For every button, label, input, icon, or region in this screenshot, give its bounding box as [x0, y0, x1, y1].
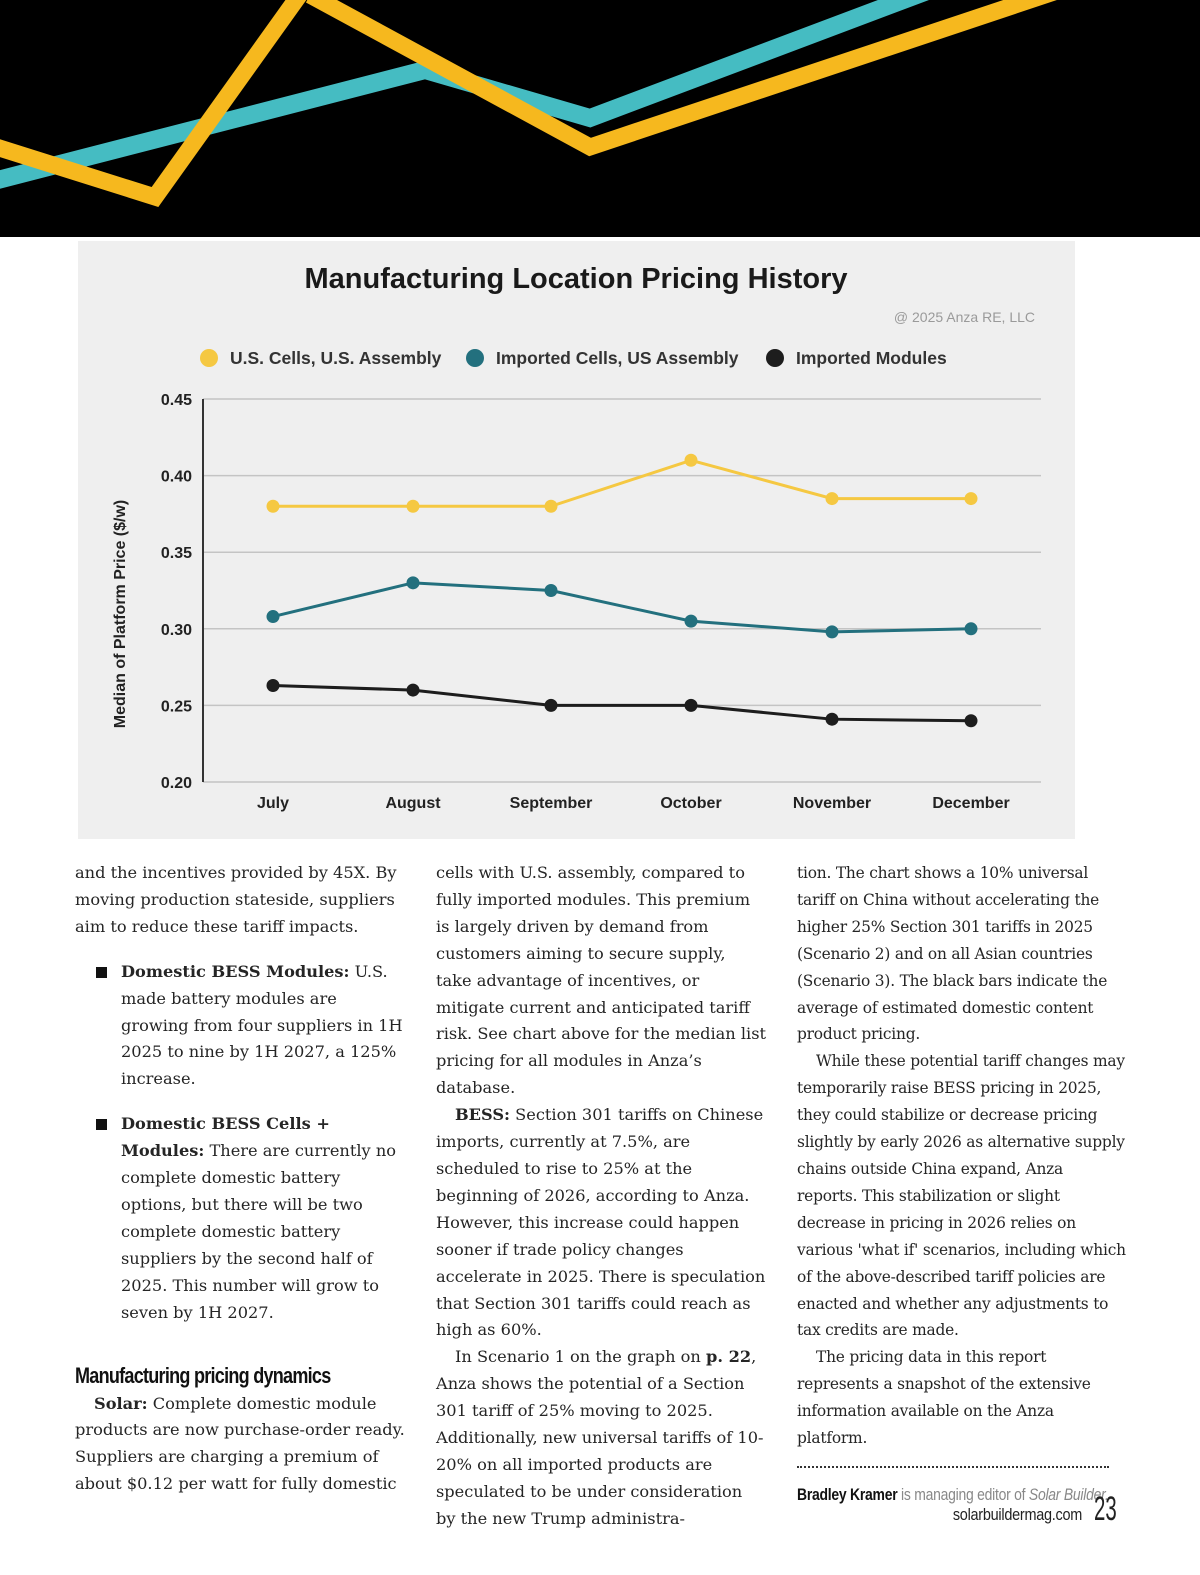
x-tick-label: July [256, 795, 290, 812]
y-tick-label: 0.35 [160, 545, 192, 563]
banner-teal-line [0, 0, 930, 182]
section-heading: Manufacturing pricing dynamics [75, 1362, 331, 1388]
data-point [965, 492, 978, 505]
chart-copyright: @ 2025 Anza RE, LLC [893, 309, 1035, 325]
x-tick-label: October [660, 795, 722, 812]
data-point [826, 625, 839, 638]
paragraph-premium: cells with U.S. assembly, compared to fully imported modules. This premium is largely driven by demand from customers aiming to secure supply, take advantage of incentives, or mitigate current and anticipated tariff risk. See chart above for the median list pricing for all modules in Anza’s database. [436, 863, 767, 1098]
data-point [545, 584, 558, 597]
data-point [826, 492, 839, 505]
data-point [407, 576, 420, 589]
y-axis-ticks [161, 392, 192, 792]
bullet-domestic-bess-modules [75, 959, 405, 1094]
legend-label: U.S. Cells, U.S. Assembly [230, 348, 442, 368]
paragraph-bess [436, 1102, 766, 1344]
line-chart [78, 241, 1075, 839]
author-name: Bradley Kramer [797, 1484, 898, 1504]
legend-marker [466, 349, 484, 367]
chart-title: Manufacturing Location Pricing History [304, 263, 848, 295]
paragraph-stabilization: While these potential tariff changes may temporarily raise BESS pricing in 2025, they could stabilize or decrease pricing slightly by early 2026 as alternative supply chains outside China expand, Anza reports. This stabilization or slight decrease in pricing in 2026 relies on various 'what if' scenarios, including which of the above-described tariff policies are enacted and whether any adjustments to tax credits are made. [797, 1052, 1126, 1340]
x-tick-label: August [385, 795, 441, 812]
data-point [407, 684, 420, 697]
data-point [826, 713, 839, 726]
bess-label: BESS: [455, 1105, 511, 1125]
article-column-1 [75, 860, 405, 1498]
x-tick-label: November [792, 795, 872, 812]
data-point [965, 622, 978, 635]
solar-label: Solar: [94, 1393, 148, 1413]
legend-marker [200, 349, 218, 367]
data-point [267, 679, 280, 692]
paragraph-snapshot: The pricing data in this report represents a snapshot of the extensive information available on the Anza platform. [797, 1348, 1091, 1448]
banner-yellow-line [0, 0, 303, 197]
x-tick-label: September [509, 795, 593, 812]
y-tick-label: 0.25 [160, 698, 192, 716]
bess-text: Section 301 tariffs on Chinese imports, currently at 7.5%, are scheduled to rise to 25% at the beginning of 2026, according to Anza. However, this increase could happen sooner if trade policy changes accelerate in 2025. There is speculation that Section 301 tariffs could reach as high as 60%. [436, 1105, 766, 1340]
bullet-title: Domestic BESS Cells + Modules: [121, 1114, 330, 1161]
legend-marker [766, 349, 784, 367]
site-url: solarbuildermag.com [952, 1505, 1082, 1524]
author-role: is managing editor of [897, 1484, 1029, 1504]
series-line [273, 583, 971, 632]
bullet-text: There are currently no complete domestic battery options, but there will be two complete domestic battery suppliers by the second half of 2025. This number will grow to seven by 1H 2027. [121, 1141, 396, 1322]
data-point [965, 714, 978, 727]
y-tick-label: 0.30 [160, 621, 192, 639]
bullet-title: Domestic BESS Modules: [121, 961, 350, 981]
paragraph-universal-tariff: tion. The chart shows a 10% universal tariff on China without accelerating the higher 25% Section 301 tariffs in 2025 (Scenario 2) and on all Asian countries (Scenario 3). The black bars indicate the average of estimated domestic content product pricing. [797, 864, 1108, 1044]
data-point [267, 610, 280, 623]
data-point [685, 454, 698, 467]
data-point [545, 699, 558, 712]
data-point [267, 500, 280, 513]
solar-text: Complete domestic module products are now purchase-order ready. Suppliers are charging a premium of about $0.12 per watt for fully domestic [75, 1393, 405, 1494]
bullet-square-icon [96, 967, 107, 978]
paragraph-solar [75, 1391, 405, 1499]
bullet-domestic-bess-cells-modules [75, 1111, 405, 1326]
data-point [685, 699, 698, 712]
byline-divider [797, 1466, 1109, 1468]
publication-name: Solar Builder. [1028, 1484, 1109, 1504]
y-tick-label: 0.40 [160, 468, 192, 486]
paragraph-intro: and the incentives provided by 45X. By moving production stateside, suppliers aim to reduce these tariff impacts. [75, 863, 397, 936]
chart-series [267, 454, 978, 727]
paragraph-scenario [436, 1344, 766, 1532]
chart-legend [200, 348, 947, 368]
y-tick-label: 0.45 [160, 392, 192, 409]
legend-item [200, 348, 442, 368]
legend-item [766, 348, 947, 368]
data-point [545, 500, 558, 513]
header-banner [0, 0, 1200, 237]
chart-panel [78, 241, 1075, 839]
y-axis-label: Median of Platform Price ($/w) [112, 499, 129, 729]
series-line [273, 685, 971, 720]
series-group [267, 679, 978, 727]
series-group [267, 454, 978, 513]
legend-label: Imported Modules [796, 348, 947, 368]
bullet-text: U.S. made battery modules are growing from four suppliers in 1H 2025 to nine by 1H 2027, a 125% increase. [121, 961, 403, 1089]
x-tick-label: December [932, 795, 1010, 812]
series-line [273, 460, 971, 506]
page-reference: p. 22 [706, 1347, 752, 1367]
scenario-text-end: , Anza shows the potential of a Section 301 tariff of 25% moving to 2025. Additionally, new universal tariffs of 10-20% on all imported products are speculated to be under consideration by the new Trump administra- [436, 1347, 764, 1528]
data-point [685, 615, 698, 628]
y-tick-label: 0.20 [160, 775, 192, 792]
legend-label: Imported Cells, US Assembly [496, 348, 739, 368]
page-footer [930, 1490, 1118, 1529]
page-number: 23 [1094, 1490, 1117, 1528]
banner-graphic [0, 0, 1200, 237]
chart-grid [203, 399, 1041, 782]
x-axis-ticks [257, 795, 1010, 812]
scenario-text-start: In Scenario 1 on the graph on [455, 1347, 707, 1367]
article-column-3 [797, 860, 1127, 1506]
bullet-square-icon [96, 1119, 107, 1130]
article-column-2 [436, 860, 766, 1533]
legend-item [466, 348, 739, 368]
data-point [407, 500, 420, 513]
